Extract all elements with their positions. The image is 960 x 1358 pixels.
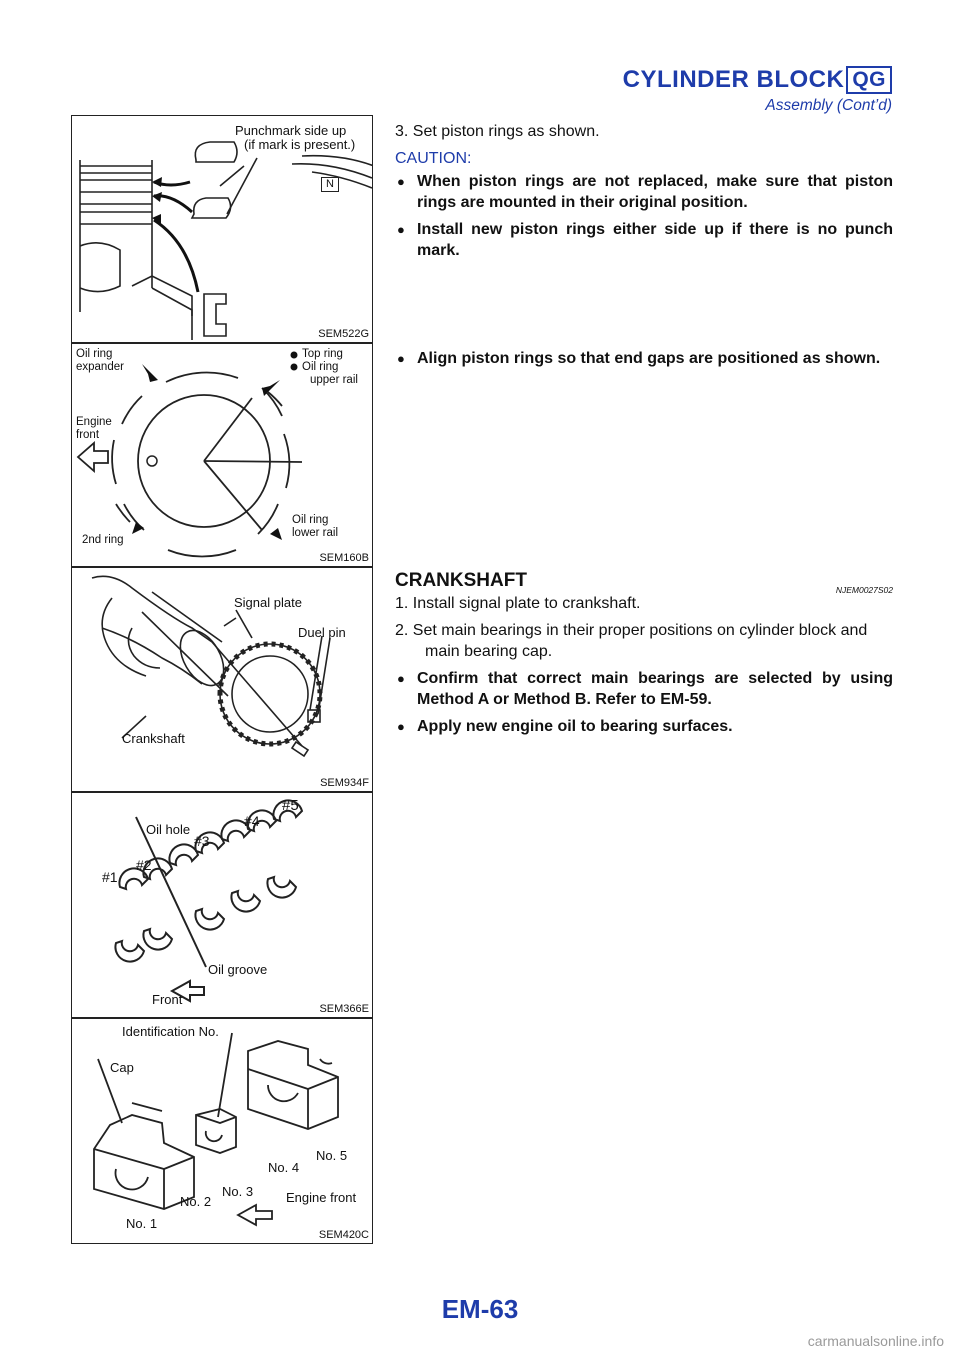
- page-title: CYLINDER BLOCK QG: [623, 66, 892, 94]
- label-oil-hole: Oil hole: [146, 822, 191, 837]
- figure-piston-rings: [71, 115, 373, 343]
- label-bearing-1: #1: [102, 869, 118, 885]
- label-no-3: No. 3: [222, 1184, 254, 1199]
- section-ring-gaps: [395, 348, 893, 375]
- label-bearing-4: #4: [244, 813, 260, 829]
- label-oil-ring-expander-2: expander: [76, 361, 124, 373]
- figure-ring-gaps: [71, 343, 373, 567]
- label-top-ring: Top ring: [302, 348, 343, 360]
- label-no-2: No. 2: [180, 1194, 212, 1209]
- main-bearings-drawing: [72, 793, 373, 1018]
- label-oil-ring-lower: Oil ring: [292, 514, 329, 526]
- label-no-1: No. 1: [126, 1216, 158, 1231]
- figure-bearing-caps: [71, 1018, 373, 1244]
- label-lower-rail: lower rail: [292, 527, 339, 539]
- instruction-item: ● Confirm that correct main bearings are selected by using Method A or Method B. Refer to EM-59.: [395, 668, 893, 710]
- bearing-caps-drawing: [72, 1019, 373, 1244]
- step-1: 1. Install signal plate to crankshaft.: [395, 595, 641, 612]
- label-upper-rail: upper rail: [310, 374, 358, 386]
- label-bearing-5: #5: [282, 797, 299, 814]
- section-code: NJEM0027S02: [835, 585, 893, 595]
- page-number: EM-63: [441, 1294, 519, 1324]
- figure-code: SEM522G: [318, 328, 369, 340]
- page-subtitle: Assembly (Cont’d): [765, 97, 892, 114]
- figure-code: SEM160B: [319, 552, 369, 564]
- watermark: carmanualsonline.info: [807, 1333, 944, 1349]
- label-punchmark-note: (if mark is present.): [244, 137, 356, 152]
- label-cap: Cap: [110, 1060, 134, 1075]
- label-signal-plate: Signal plate: [234, 595, 302, 610]
- figure-signal-plate: [71, 567, 373, 792]
- figure-code: SEM934F: [320, 777, 369, 789]
- figure-code: SEM366E: [319, 1003, 369, 1015]
- step-3: 3. Set piston rings as shown.: [395, 123, 600, 140]
- label-identification-no: Identification No.: [122, 1024, 219, 1039]
- model-badge: QG: [846, 66, 892, 94]
- instruction-item: ● Align piston rings so that end gaps are positioned as shown.: [395, 348, 893, 369]
- label-crankshaft: Crankshaft: [122, 731, 185, 746]
- label-duel-pin: Duel pin: [298, 625, 346, 640]
- label-oil-ring-upper: Oil ring: [302, 361, 339, 373]
- label-engine-front-2: front: [76, 429, 100, 441]
- label-no-4: No. 4: [268, 1160, 300, 1175]
- label-oil-groove: Oil groove: [208, 962, 268, 977]
- section-crankshaft: [395, 570, 893, 743]
- label-bearing-3: #3: [194, 833, 210, 849]
- instruction-item: ● Apply new engine oil to bearing surfaces.: [395, 716, 893, 737]
- section-piston-rings: [395, 121, 893, 267]
- label-2nd-ring: 2nd ring: [82, 534, 124, 546]
- label-oil-ring-expander: Oil ring: [76, 348, 113, 360]
- caution-item: ● Install new piston rings either side up if there is no punch mark.: [395, 219, 893, 261]
- figure-code: SEM420C: [318, 1229, 369, 1241]
- signal-plate-drawing: [72, 568, 373, 792]
- label-no-5: No. 5: [316, 1148, 348, 1163]
- label-front: Front: [152, 992, 183, 1007]
- caution-label: CAUTION:: [395, 150, 472, 167]
- section-heading: CRANKSHAFT NJEM0027S02: [395, 570, 893, 591]
- caution-item: ● When piston rings are not replaced, make sure that piston rings are mounted in their original position.: [395, 171, 893, 213]
- label-punchmark: Punchmark side up: [235, 123, 347, 138]
- label-engine-front: Engine front: [286, 1190, 357, 1205]
- label-bearing-2: #2: [136, 857, 152, 873]
- step-2: 2. Set main bearings in their proper positions on cylinder block and main bearing cap.: [395, 622, 868, 660]
- label-n-mark: N: [321, 177, 339, 192]
- figure-main-bearings: [71, 792, 373, 1018]
- label-engine-front: Engine: [76, 416, 112, 428]
